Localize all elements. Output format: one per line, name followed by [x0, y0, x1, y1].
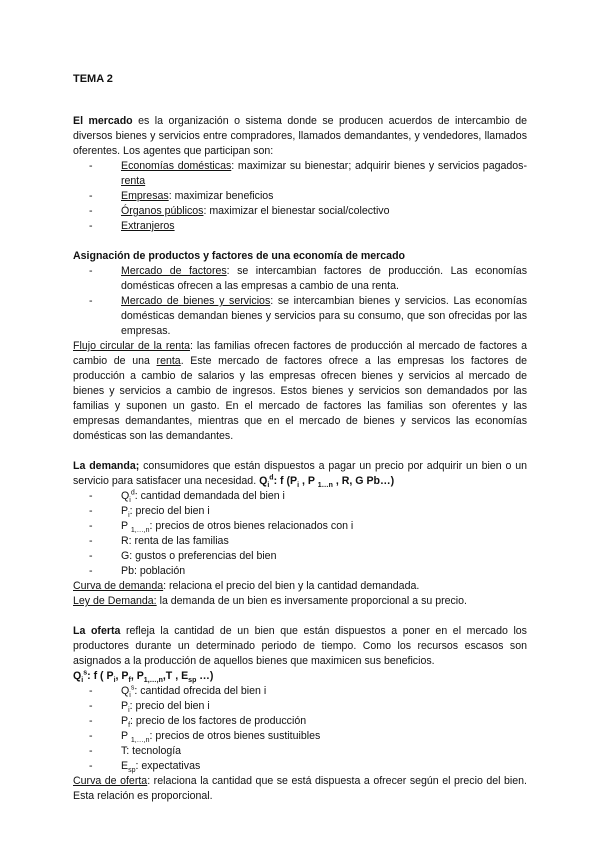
curva-oferta: [73, 774, 527, 804]
demanda-formula: $Q_i^d$: f ($P_i$ , P $_{1\dots n}$ , R, G Pb…): [259, 474, 395, 490]
mercado-desc: : se intercambian bienes y servicios. Las economías domésticas demandan bienes y servicios para su consumo, que son ofrecidas por las empresas.: [121, 295, 528, 337]
demanda-text: consumidores que están dispuestos a pagar un precio por adquirir un bien o un servicio para satisfacer una necesidad.: [73, 460, 527, 487]
list-item: [89, 264, 527, 294]
oferta-paragraph: [73, 624, 527, 669]
list-item: [89, 219, 527, 234]
mercado-term: Mercado de bienes y servicios: [121, 295, 271, 307]
ley-demanda-term: Ley de Demanda:: [73, 595, 157, 607]
flujo-paragraph: [73, 339, 527, 444]
mercados-list: [73, 264, 527, 339]
demanda-paragraph: [73, 459, 527, 489]
mercado-term: Mercado de factores: [121, 265, 227, 277]
ley-demanda: [73, 594, 527, 609]
list-item: [89, 189, 527, 204]
oferta-variables-list: [73, 684, 527, 774]
curva-demanda: [73, 579, 527, 594]
list-item: [89, 294, 527, 339]
document-page: [73, 72, 527, 804]
list-item: - P $_{1,\dots,n}$: precios de otros bienes sustituibles: [89, 729, 527, 744]
agent-term: Órganos públicos: [121, 205, 204, 217]
agent-desc: : maximizar el bienestar social/colectivo: [203, 205, 390, 217]
page-title: TEMA 2: [73, 73, 113, 85]
agents-list: [73, 159, 527, 234]
agent-term: Empresas: [121, 190, 169, 202]
demanda-term: La demanda;: [73, 460, 140, 472]
mercado-term: El mercado: [73, 115, 133, 127]
oferta-term: La oferta: [73, 625, 121, 637]
flujo-text-rest: . Este mercado de factores ofrece a las empresas los factores de producción a cambio de salarios y las empresas ofrecen bienes y servicios al mercado de bienes y servicios a cambio de ingresos. Estos bienes y servicios son demandados por las familias y suponen un gasto. En el mercado de factores las familias son oferentes y las empresas demandantes, mientras que en el mercado de bienes y servicos las economías domésticas son las demandantes.: [73, 355, 527, 442]
flujo-term: Flujo circular de la renta: [73, 340, 190, 352]
list-item: - $P_i$: precio del bien i: [89, 699, 527, 714]
list-item: [89, 159, 527, 189]
agent-desc: : maximizar beneficios: [168, 190, 274, 202]
curva-oferta-term: Curva de oferta: [73, 775, 148, 787]
renta-term: renta: [156, 355, 181, 367]
ley-demanda-text: la demanda de un bien es inversamente proporcional a su precio.: [156, 595, 467, 607]
curva-demanda-text: : relaciona el precio del bien y la cantidad demandada.: [163, 580, 420, 592]
agent-term: Economías domésticas: [121, 160, 232, 172]
list-item: - $Q_i^d$: cantidad demandada del bien i: [89, 489, 527, 504]
list-item: - $P_f$: precio de los factores de producción: [89, 714, 527, 729]
oferta-formula: $Q_i^s$: f ( $P_i$, $P_f$, $P_{1,\dots,n},T$ , $E_{sp}$ …): [73, 669, 214, 685]
list-item: - R: renta de las familias: [89, 534, 527, 549]
flujo-text: : las familias ofrecen factores de producción al mercado de factores a cambio de una: [73, 340, 527, 367]
oferta-text: refleja la cantidad de un bien que están dispuestos a poner en el mercado los productores durante un determinado periodo de tiempo. Como los recursos escasos son asignados a la producción de aquellos bienes que maximicen sus beneficios.: [73, 625, 527, 667]
list-item: - $E_{sp}$: expectativas: [89, 759, 527, 774]
list-item: - T: tecnología: [89, 744, 527, 759]
list-item: - Pb: población: [89, 564, 527, 579]
agent-term-extra: renta: [121, 175, 146, 187]
mercado-paragraph: [73, 114, 527, 159]
agent-term: Extranjeros: [121, 220, 175, 232]
mercado-desc: : se intercambian factores de producción. Las economías domésticas ofrecen a las empresas a cambio de una renta.: [121, 265, 527, 292]
list-item: - $Q_i^s$: cantidad ofrecida del bien i: [89, 684, 527, 699]
list-item: [89, 204, 527, 219]
asignacion-heading: Asignación de productos y factores de una economía de mercado: [73, 250, 406, 262]
mercado-text: es la organización o sistema donde se producen acuerdos de intercambio de diversos bienes y servicios entre compradores, llamados demandantes, y vendedores, llamados oferentes. Los agentes que participan son:: [73, 115, 527, 157]
curva-demanda-term: Curva de demanda: [73, 580, 164, 592]
curva-oferta-text: : relaciona la cantidad que se está dispuesta a ofrecer según el precio del bien. Esta relación es proporcional.: [73, 775, 528, 802]
list-item: - G: gustos o preferencias del bien: [89, 549, 527, 564]
list-item: - P $_{1,\dots,n}$: precios de otros bienes relacionados con i: [89, 519, 527, 534]
agent-desc: : maximizar su bienestar; adquirir bienes y servicios pagados-: [231, 160, 527, 172]
list-item: - $P_i$: precio del bien i: [89, 504, 527, 519]
demanda-variables-list: [73, 489, 527, 579]
